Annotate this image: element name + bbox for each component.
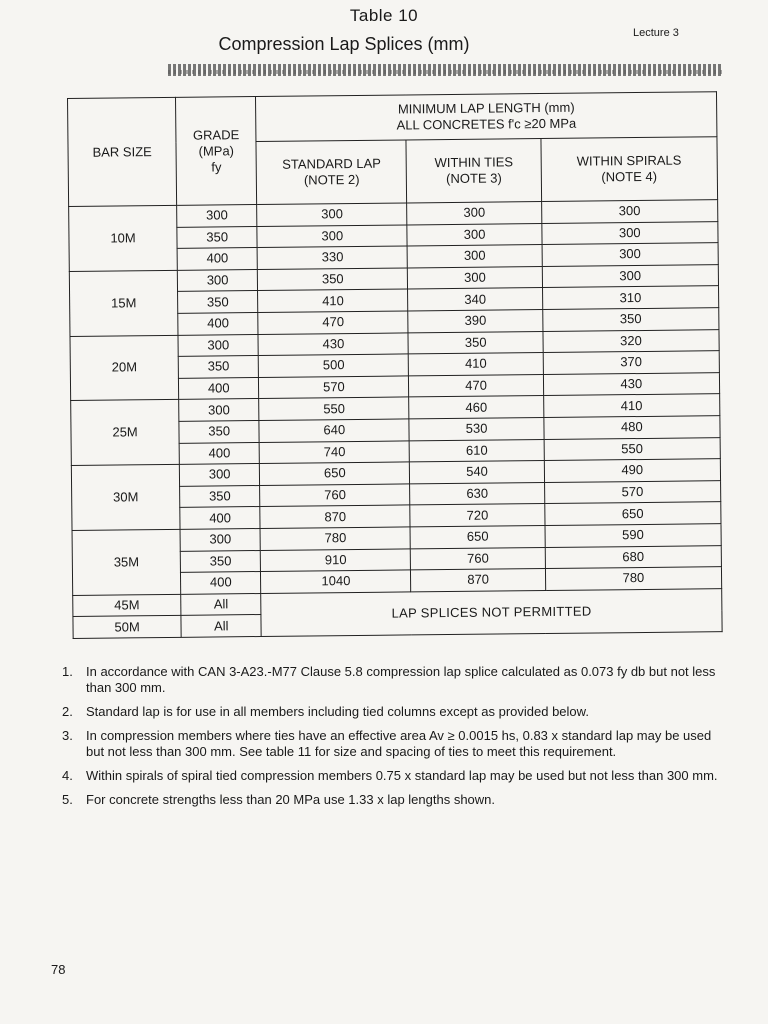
standard-lap-cell: 740 [259,440,409,463]
within-ties-cell: 390 [408,310,542,333]
grade-cell: 400 [179,377,259,399]
within-spirals-header-line2: (NOTE 4) [601,168,658,185]
grade-cell: 400 [180,507,260,529]
note-text: Standard lap is for use in all members including tied columns except as provided below. [86,704,589,719]
note-text: In compression members where ties have an effective area Av ≥ 0.0015 hs, 0.83 x standard lap may be used but not less than 300 mm. See table 11 for size and spacing of ties to meet this requirement. [86,728,712,759]
within-spirals-cell: 430 [543,372,720,395]
within-spirals-cell: 590 [545,524,722,547]
bar-size-header-text: BAR SIZE [92,143,152,160]
bar-size-cell: 10M [69,205,178,271]
within-spirals-cell: 780 [545,567,722,590]
grade-cell: 350 [178,356,258,378]
within-ties-cell: 340 [408,288,542,311]
notes-list [62,664,722,816]
within-ties-cell: 650 [410,525,544,548]
note-item [62,664,722,696]
within-ties-cell: 540 [410,461,544,484]
standard-lap-cell: 570 [259,376,409,399]
lecture-label: Lecture 3 [633,27,679,39]
lap-splices-not-permitted-cell: LAP SPLICES NOT PERMITTED [261,588,722,636]
min-lap-length-line2: ALL CONCRETES f'c ≥20 MPa [396,115,577,133]
within-spirals-cell: 310 [542,286,719,309]
within-ties-cell: 530 [409,417,543,440]
min-lap-length-line1: MINIMUM LAP LENGTH (mm) [397,99,575,117]
grade-cell: 300 [180,528,260,550]
grade-cell: 400 [179,442,259,464]
within-ties-header-line2: (NOTE 3) [446,170,502,187]
grade-cell: All [181,615,261,637]
standard-lap-cell: 910 [261,548,411,571]
note-item [62,728,722,760]
standard-lap-cell: 470 [258,311,408,334]
table-number: Table 10 [349,6,419,25]
within-spirals-cell: 320 [543,329,720,352]
bar-size-cell: 15M [69,270,178,336]
within-spirals-cell: 570 [544,480,721,503]
grade-cell: 350 [179,420,259,442]
standard-lap-header-line2: (NOTE 2) [303,171,360,188]
note-number: 3. [62,728,73,743]
grade-cell: All [181,593,261,615]
note-number: 2. [62,704,73,719]
grade-cell: 400 [181,572,261,594]
within-spirals-cell: 550 [544,437,721,460]
grade-cell: 300 [178,334,258,356]
grade-cell: 300 [177,269,257,291]
within-spirals-cell: 300 [542,221,719,244]
within-ties-cell: 610 [410,439,544,462]
note-item [62,704,722,720]
grade-cell: 350 [180,550,260,572]
within-ties-cell: 350 [408,331,542,354]
within-spirals-cell: 480 [544,416,721,439]
standard-lap-cell: 300 [257,225,407,248]
bar-size-cell: 25M [71,400,180,466]
within-spirals-cell: 300 [541,200,718,223]
within-spirals-cell: 300 [542,264,719,287]
title-rule-divider-lower [168,70,722,74]
grade-cell: 350 [178,291,258,313]
standard-lap-cell: 430 [258,332,408,355]
grade-cell: 350 [177,226,257,248]
within-ties-cell: 300 [407,202,541,225]
within-spirals-cell: 300 [542,243,719,266]
min-lap-length-header [256,92,717,142]
note-number: 5. [62,792,73,807]
standard-lap-cell: 350 [258,268,408,291]
within-spirals-cell: 490 [544,459,721,482]
standard-lap-cell: 870 [260,505,410,528]
grade-header-line1: GRADE [192,126,240,143]
standard-lap-cell: 1040 [261,570,411,593]
within-ties-cell: 300 [408,266,542,289]
grade-cell: 400 [177,248,257,270]
standard-lap-cell: 760 [260,484,410,507]
page-number: 78 [51,962,66,977]
within-ties-cell: 300 [407,223,541,246]
within-spirals-cell: 370 [543,351,720,374]
standard-lap-header-line1: STANDARD LAP [282,155,382,172]
compression-lap-splice-table [67,91,723,639]
standard-lap-cell: 410 [258,289,408,312]
note-number: 1. [62,664,73,679]
note-number: 4. [62,768,73,783]
grade-cell: 400 [178,312,258,334]
grade-cell: 300 [179,464,259,486]
bar-size-cell: 50M [73,616,181,639]
standard-lap-cell: 550 [259,397,409,420]
standard-lap-cell: 500 [258,354,408,377]
bar-size-cell: 45M [73,594,181,617]
grade-header [176,97,257,206]
within-ties-cell: 470 [409,374,543,397]
note-text: In accordance with CAN 3-A23.-M77 Clause 5.8 compression lap splice calculated as 0.073 fy db but not less than 300 mm. [86,664,716,695]
bar-size-cell: 35M [72,529,181,595]
grade-cell: 300 [179,399,259,421]
within-ties-cell: 410 [409,353,543,376]
within-spirals-cell: 650 [544,502,721,525]
within-ties-cell: 630 [410,482,544,505]
table-body [69,200,722,639]
standard-lap-cell: 640 [259,419,409,442]
note-text: For concrete strengths less than 20 MPa use 1.33 x lap lengths shown. [86,792,496,807]
within-spirals-cell: 350 [542,308,719,331]
bar-size-cell: 20M [70,335,179,401]
within-spirals-cell: 410 [543,394,720,417]
standard-lap-header [256,140,407,205]
page-title: Compression Lap Splices (mm) [218,34,470,54]
note-item [62,768,722,784]
grade-header-line2: (MPa) [198,142,235,159]
bar-size-cell: 30M [71,464,180,530]
standard-lap-cell: 330 [257,246,407,269]
bar-size-header [68,97,177,206]
within-ties-header-line1: WITHIN TIES [434,154,514,171]
grade-cell: 350 [180,485,260,507]
standard-lap-cell: 780 [260,527,410,550]
standard-lap-cell: 650 [260,462,410,485]
within-ties-cell: 870 [411,569,545,592]
note-item [62,792,722,808]
within-ties-cell: 460 [409,396,543,419]
note-text: Within spirals of spiral tied compression members 0.75 x standard lap may be used but not less than 300 mm. [86,768,718,783]
within-ties-cell: 720 [410,504,544,527]
standard-lap-cell: 300 [257,203,407,226]
within-ties-header [406,139,541,203]
within-spirals-header [541,137,718,202]
within-spirals-cell: 680 [545,545,722,568]
within-spirals-header-line1: WITHIN SPIRALS [576,152,682,169]
grade-header-line3: fy [211,158,222,174]
grade-cell: 300 [177,205,257,227]
within-ties-cell: 760 [411,547,545,570]
within-ties-cell: 300 [408,245,542,268]
